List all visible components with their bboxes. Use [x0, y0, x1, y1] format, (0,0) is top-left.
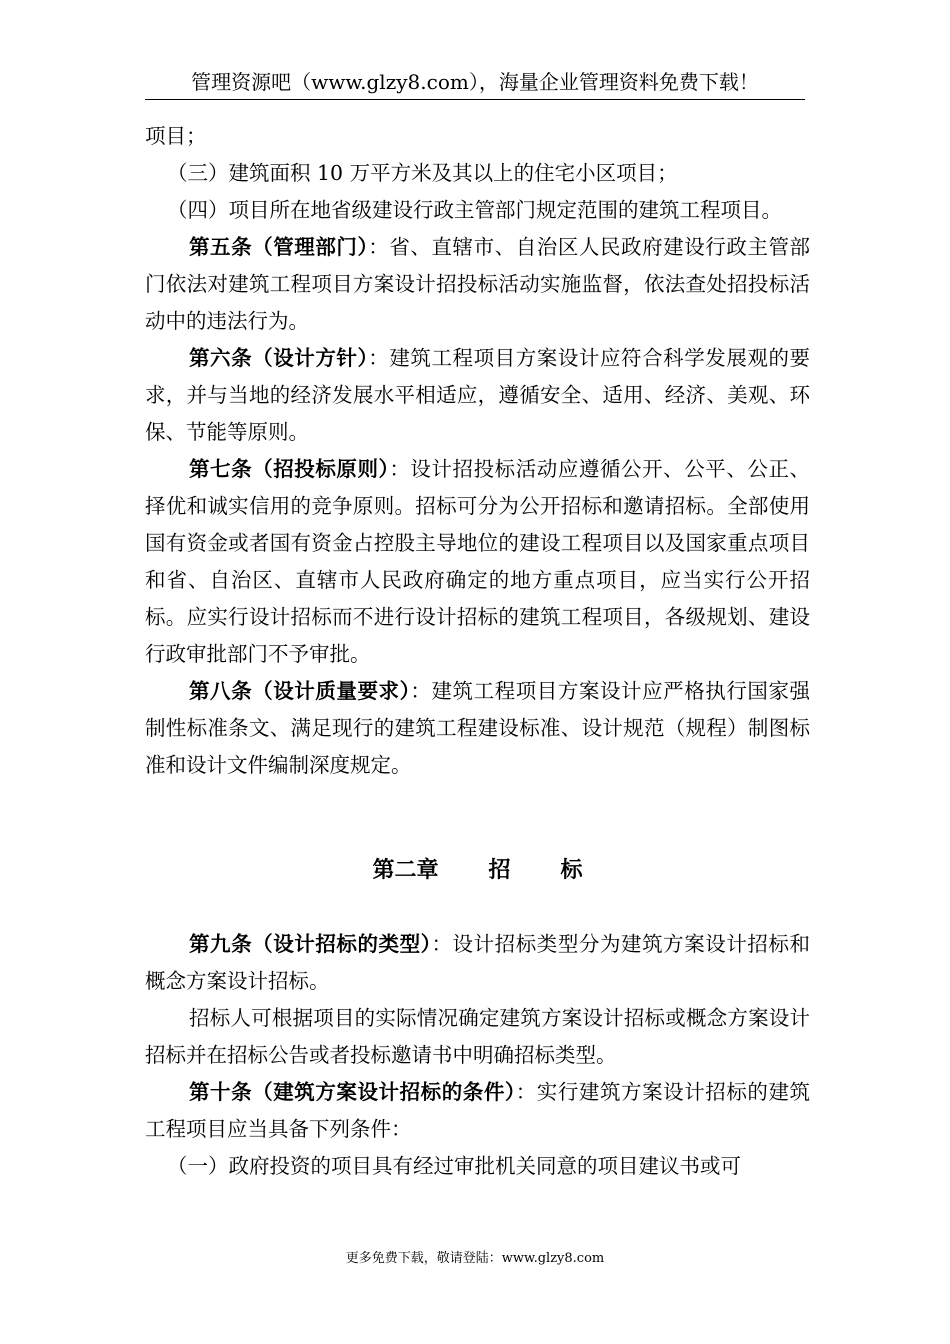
- list-item-3: （三）建筑面积 10 万平方米及其以上的住宅小区项目；: [167, 161, 678, 185]
- article-9: [145, 926, 810, 1000]
- chapter-number: 第二章: [372, 858, 439, 883]
- chapter-heading: [145, 852, 810, 889]
- article-9-title: 第九条（设计招标的类型）: [189, 932, 432, 956]
- chapter-title-char-2: 标: [560, 858, 583, 883]
- article-7: [145, 451, 810, 673]
- paragraph-continuation: 项目；: [145, 124, 207, 148]
- article-9-paragraph-2: 招标人可根据项目的实际情况确定建筑方案设计招标或概念方案设计招标并在招标公告或者投标邀请书中明确招标类型。: [145, 1006, 810, 1067]
- article-8: [145, 673, 810, 784]
- article-10: [145, 1074, 810, 1148]
- page-header: 管理资源吧（www.glzy8.com），海量企业管理资料免费下载！: [145, 66, 805, 100]
- article-6-title: 第六条（设计方针）: [189, 346, 369, 370]
- article-8-title: 第八条（设计质量要求）: [189, 679, 411, 703]
- article-8-body: ：建筑工程项目方案设计应严格执行国家强制性标准条文、满足现行的建筑工程建设标准、设计规范（规程）制图标准和设计文件编制深度规定。: [145, 679, 811, 777]
- document-body: [145, 118, 810, 1185]
- article-10-body: ：实行建筑方案设计招标的建筑工程项目应当具备下列条件：: [145, 1080, 811, 1141]
- page-footer: 更多免费下载，敬请登陆：www.glzy8.com: [345, 1251, 605, 1266]
- article-9-body: ：设计招标类型分为建筑方案设计招标和概念方案设计招标。: [145, 932, 811, 993]
- article-7-body: ：设计招投标活动应遵循公开、公平、公正、择优和诚实信用的竞争原则。招标可分为公开招标和邀请招标。全部使用国有资金或者国有资金占控股主导地位的建设工程项目以及国家重点项目和省、自治区、直辖市人民政府确定的地方重点项目，应当实行公开招标。应实行设计招标而不进行设计招标的建筑工程项目，各级规划、建设行政审批部门不予审批。: [145, 457, 811, 666]
- list-item-4: （四）项目所在地省级建设行政主管部门规定范围的建筑工程项目。: [167, 198, 782, 222]
- article-6: [145, 340, 810, 451]
- article-10-title: 第十条（建筑方案设计招标的条件）: [189, 1080, 516, 1104]
- chapter-title-char-1: 招: [488, 858, 511, 883]
- article-7-title: 第七条（招投标原则）: [189, 457, 390, 481]
- list-item-1: （一）政府投资的项目具有经过审批机关同意的项目建议书或可: [167, 1154, 741, 1178]
- article-5-title: 第五条（管理部门）: [189, 235, 369, 259]
- article-5: [145, 229, 810, 340]
- article-5-body: ：省、直辖市、自治区人民政府建设行政主管部门依法对建筑工程项目方案设计招投标活动实施监督，依法查处招投标活动中的违法行为。: [145, 235, 811, 333]
- article-6-body: ：建筑工程项目方案设计应符合科学发展观的要求，并与当地的经济发展水平相适应，遵循安全、适用、经济、美观、环保、节能等原则。: [145, 346, 811, 444]
